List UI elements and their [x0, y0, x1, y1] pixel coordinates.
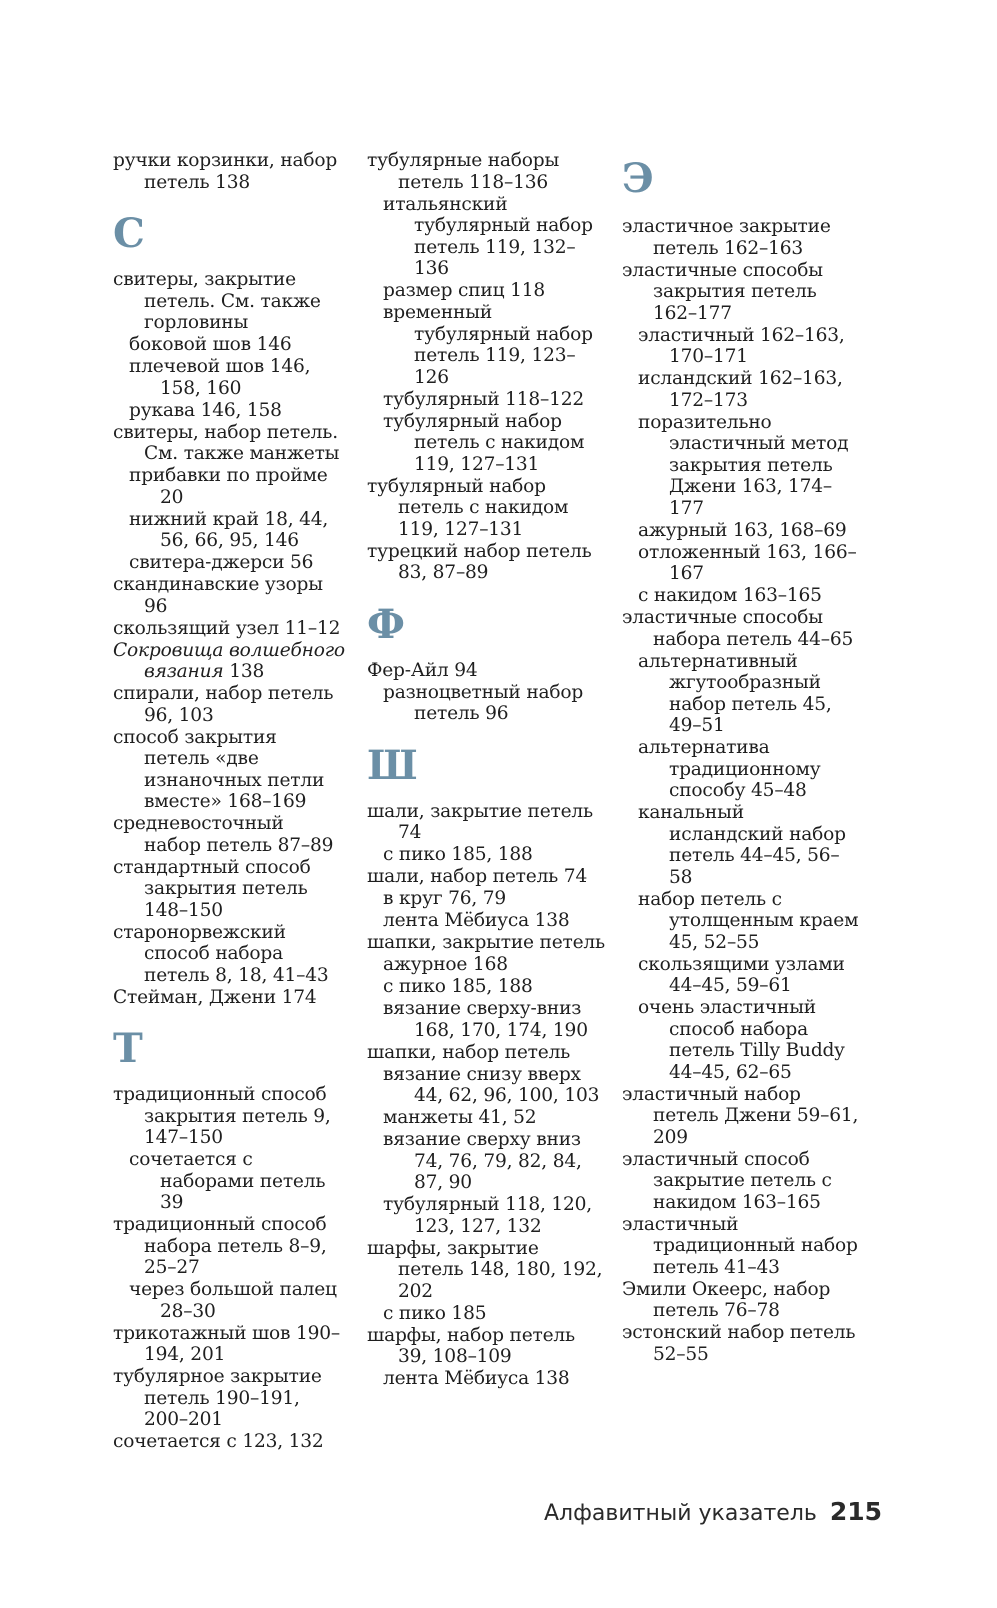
- page-number: 215: [829, 1497, 883, 1526]
- index-entry: эластичный способ закрытие петель с накидом 163–165: [622, 1148, 832, 1213]
- index-column-2: [367, 150, 609, 1390]
- index-subentry: через большой палец 28–30: [129, 1279, 337, 1322]
- index-entry: эластичное закрытие петель 162–163: [622, 216, 831, 259]
- index-subentry: набор петель с утолщенным краем 45, 52–55: [638, 888, 859, 953]
- index-subentry: поразительно эластичный метод закрытия петель Джени 163, 174–177: [638, 411, 849, 519]
- index-entry: тубулярные наборы петель 118–136: [367, 150, 560, 193]
- index-subentry: с накидом 163–165: [638, 585, 822, 606]
- index-subentry: альтернативный жгутообразный набор петель 45, 49–51: [638, 650, 832, 736]
- index-entry: традиционный способ закрытия петель 9, 147–150: [113, 1084, 331, 1148]
- section-letter-e: Э: [622, 155, 654, 202]
- index-subentry: ажурный 163, 168–69: [638, 519, 847, 541]
- index-subentry: скользящими узлами 44–45, 59–61: [638, 953, 845, 996]
- index-entry: эластичные способы закрытия петель 162–177: [622, 259, 823, 324]
- section-letter-s: С: [113, 210, 145, 257]
- index-entry: шарфы, набор петель 39, 108–109: [367, 1324, 575, 1367]
- index-entry: Стейман, Джени 174: [113, 986, 317, 1008]
- index-entry: эластичный традиционный набор петель 41–43: [622, 1213, 858, 1278]
- index-subentry: рукава 146, 158: [129, 399, 282, 421]
- index-subentry: тубулярный 118, 120, 123, 127, 132: [383, 1194, 593, 1237]
- index-entry: традиционный способ набора петель 8–9, 25–27: [113, 1214, 327, 1278]
- index-subentry: тубулярный 118–122: [383, 388, 584, 410]
- index-entry: трикотажный шов 190–194, 201: [113, 1322, 341, 1365]
- index-subentry: боковой шов 146: [129, 334, 292, 355]
- section-letter-f: Ф: [367, 600, 405, 648]
- index-entry: сочетается с 123, 132: [113, 1431, 324, 1452]
- index-entry: Фер-Айл 94: [367, 659, 478, 681]
- index-subentry: с пико 185: [383, 1302, 487, 1324]
- index-entry: старонорвежский способ набора петель 8, 18, 41–43: [113, 921, 329, 986]
- index-subentry: размер спиц 118: [383, 280, 545, 301]
- index-subentry: разноцветный набор петель 96: [383, 681, 584, 724]
- index-subentry: сочетается с наборами петель 39: [129, 1149, 326, 1213]
- index-entry: шали, набор петель 74: [367, 866, 588, 887]
- index-entry: тубулярное закрытие петель 190–191, 200–201: [113, 1366, 322, 1430]
- index-entry: эластичный набор петель Джени 59–61, 209: [622, 1083, 859, 1148]
- index-subentry: вязание снизу вверх 44, 62, 96, 100, 103: [383, 1063, 600, 1106]
- book-title-italic: Сокровища волшебного вязания: [113, 639, 345, 682]
- index-entry: шали, закрытие петель 74: [367, 800, 593, 843]
- section-letter-sh: Ш: [367, 741, 418, 789]
- index-subentry: очень эластичный способ набора петель Tilly Buddy 44–45, 62–65: [638, 997, 845, 1083]
- index-entry: эластичные способы набора петель 44–65: [622, 607, 854, 650]
- index-subentry: свитера-джерси 56: [129, 552, 314, 573]
- index-entry: шарфы, закрытие петель 148, 180, 192, 202: [367, 1237, 603, 1302]
- index-subentry: тубулярный набор петель с накидом 119, 127–131: [383, 410, 585, 475]
- index-entry: эстонский набор петель 52–55: [622, 1322, 856, 1365]
- index-entry: шапки, набор петель: [367, 1041, 571, 1063]
- index-entry: тубулярный набор петель с накидом 119, 127–131: [367, 475, 569, 540]
- index-subentry: эластичный 162–163, 170–171: [638, 324, 845, 367]
- index-entry: шапки, закрытие петель: [367, 932, 605, 953]
- index-subentry: вязание сверху-вниз 168, 170, 174, 190: [383, 998, 588, 1041]
- page-footer: [544, 1497, 883, 1526]
- index-entry: турецкий набор петель 83, 87–89: [367, 540, 592, 583]
- index-entry: способ закрытия петель «две изнаночных петли вместе» 168–169: [113, 726, 325, 812]
- index-subentry: лента Мёбиуса 138: [383, 1368, 570, 1389]
- index-subentry: нижний край 18, 44, 56, 66, 95, 146: [129, 508, 329, 551]
- index-subentry: плечевой шов 146, 158, 160: [129, 356, 311, 399]
- index-entry: Эмили Океерс, набор петель 76–78: [622, 1278, 831, 1321]
- section-letter-t: Т: [113, 1025, 143, 1072]
- index-subentry: манжеты 41, 52: [383, 1107, 537, 1128]
- index-entry: стандартный способ закрытия петель 148–150: [113, 856, 311, 921]
- index-entry-book-title: [113, 640, 345, 683]
- index-entry: спирали, набор петель 96, 103: [113, 683, 334, 726]
- index-subentry: временный тубулярный набор петель 119, 123–126: [383, 302, 593, 388]
- index-subentry: с пико 185, 188: [383, 976, 533, 997]
- index-subentry: с пико 185, 188: [383, 844, 533, 865]
- index-subentry: ажурное 168: [383, 954, 508, 975]
- index-subentry: прибавки по пройме 20: [129, 465, 328, 508]
- index-entry: свитеры, закрытие петель. См. также горловины: [113, 269, 321, 333]
- index-entry: скандинавские узоры 96: [113, 574, 323, 617]
- index-subentry: лента Мёбиуса 138: [383, 910, 570, 931]
- running-title: Алфавитный указатель: [544, 1501, 817, 1526]
- index-entry: средневосточный набор петель 87–89: [113, 813, 334, 856]
- index-subentry: в круг 76, 79: [383, 888, 507, 909]
- index-entry: свитеры, набор петель. См. также манжеты: [113, 421, 340, 464]
- index-subentry: отложенный 163, 166–167: [638, 541, 857, 584]
- index-subentry: альтернатива традиционному способу 45–48: [638, 737, 821, 801]
- index-column-1: [113, 150, 345, 1453]
- index-subentry: вязание сверху вниз 74, 76, 79, 82, 84, 87, 90: [383, 1129, 582, 1193]
- book-title-page: 138: [223, 661, 265, 682]
- index-subentry: итальянский тубулярный набор петель 119, 132–136: [383, 193, 593, 279]
- index-column-3: [622, 150, 862, 1365]
- index-subentry: исландский 162–163, 172–173: [638, 368, 843, 411]
- index-subentry: канальный исландский набор петель 44–45, 56–58: [638, 802, 846, 888]
- index-entry: скользящий узел 11–12: [113, 617, 341, 639]
- index-entry: ручки корзинки, набор петель 138: [113, 150, 338, 193]
